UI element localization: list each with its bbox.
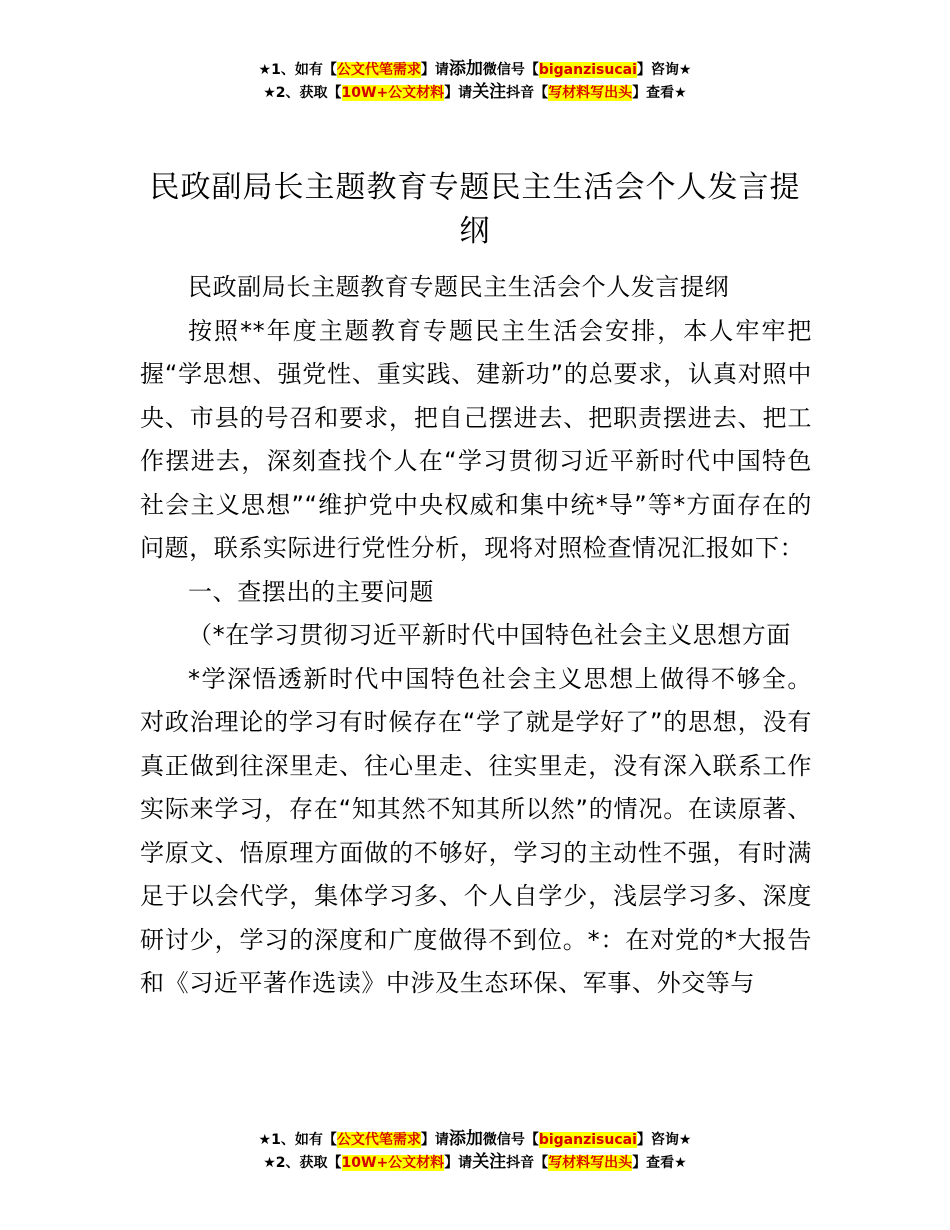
banner-text: 】请 [444, 1155, 473, 1171]
banner-text: 抖音【 [506, 85, 549, 101]
header-banner [0, 58, 950, 104]
document-title: 民政副局长主题教育专题民主生活会个人发言提纲 [149, 170, 801, 249]
banner-text: 】请 [444, 85, 473, 101]
intro-paragraph: 按照**年度主题教育专题民主生活会安排，本人牢牢把握“学思想、强党性、重实践、建新功”的总要求，认真对照中央、市县的号召和要求，把自己摆进去、把职责摆进去、把工作摆进去，深刻查找个人在“学习贯彻习近平新时代中国特色社会主义思想”“维护党中央权威和集中统*导”等*方面存在的问题，联系实际进行党性分析，现将对照检查情况汇报如下： [140, 316, 812, 562]
banner-emphasis: 关注 [472, 82, 507, 102]
banner-text: 微信号【 [482, 62, 539, 78]
banner-text: 】查看★ [632, 85, 687, 101]
banner-highlight: biganzisucai [538, 1132, 637, 1148]
banner-text: 】请 [420, 62, 449, 78]
document-body [140, 266, 812, 1006]
banner-emphasis: 关注 [472, 1152, 507, 1172]
banner-text: 】咨询★ [636, 62, 692, 78]
banner-highlight: 公文代笔需求 [336, 1132, 421, 1148]
banner-highlight: 10W+公文材料 [341, 85, 445, 101]
subsection-heading: （*在学习贯彻习近平新时代中国特色社会主义思想方面 [188, 621, 791, 649]
banner-text: ★2、获取【 [263, 85, 342, 101]
subtitle-paragraph: 民政副局长主题教育专题民主生活会个人发言提纲 [188, 273, 730, 301]
banner-text: 】请 [420, 1132, 449, 1148]
body-paragraph: *学深悟透新时代中国特色社会主义思想上做得不够全。对政治理论的学习有时候存在“学了就是学好了”的思想，没有真正做到往深里走、往心里走、往实里走，没有深入联系工作实际来学习，存在“知其然不知其所以然”的情况。在读原著、学原文、悟原理方面做的不够好，学习的主动性不强，有时满足于以会代学，集体学习多、个人自学少，浅层学习多、深度研讨少，学习的深度和广度做得不到位。*：在对党的*大报告和《习近平著作选读》中涉及生态环保、军事、外交等与 [140, 664, 812, 997]
banner-text: ★2、获取【 [263, 1155, 342, 1171]
banner-text: 抖音【 [506, 1155, 549, 1171]
footer-banner [0, 1128, 950, 1174]
banner-highlight: biganzisucai [538, 62, 637, 78]
banner-line-1 [0, 58, 950, 81]
banner-highlight: 写材料写出头 [548, 1155, 633, 1171]
banner-line-1 [0, 1128, 950, 1151]
banner-line-2 [0, 81, 950, 104]
banner-line-2 [0, 1151, 950, 1174]
banner-highlight: 10W+公文材料 [341, 1155, 445, 1171]
banner-highlight: 写材料写出头 [548, 85, 633, 101]
banner-text: ★1、如有【 [258, 1132, 337, 1148]
banner-emphasis: 添加 [448, 59, 483, 79]
banner-highlight: 公文代笔需求 [336, 62, 421, 78]
banner-text: 】咨询★ [636, 1132, 692, 1148]
banner-text: 】查看★ [632, 1155, 687, 1171]
banner-text: 微信号【 [482, 1132, 539, 1148]
banner-text: ★1、如有【 [258, 62, 337, 78]
banner-emphasis: 添加 [448, 1129, 483, 1149]
section-heading: 一、查摆出的主要问题 [188, 577, 434, 606]
